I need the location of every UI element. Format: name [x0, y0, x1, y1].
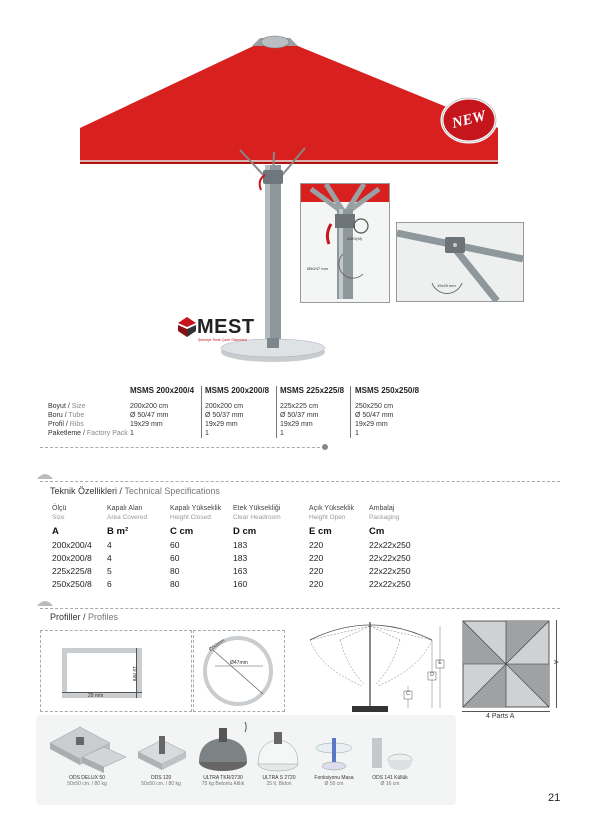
brand-logo — [178, 316, 268, 346]
brand-tagline: Şemsiye Tente Çadır Sistemleri — [198, 338, 247, 342]
base-table — [314, 738, 354, 774]
tech-col-code: D cm — [233, 526, 257, 537]
dimension-diagram — [300, 618, 460, 718]
umbrella-illustration — [60, 30, 520, 380]
model-header: MSMS 200x200/4 — [130, 386, 195, 395]
base-ods-120 — [134, 730, 190, 774]
detail-hub-photo: ASKI(M) Ø50/47 mm — [300, 183, 390, 303]
base-caption: ODS 141 Küllük Ø 16 cm — [372, 775, 408, 787]
table-row: 250x250/8 — [52, 579, 92, 589]
base-ashtray — [368, 736, 414, 774]
base-caption: ODS DELUX 50 50x50 cm. / 80 kg — [67, 775, 107, 787]
tech-col-code: A — [52, 526, 59, 537]
model-row-labels: Boyut / Size Boru / Tube Profil / Ribs Paketleme / Factory Pack — [48, 403, 128, 437]
base-caption: ODS 120 50x50 cm. / 80 kg — [141, 775, 181, 787]
tech-col-header: Açık Yükseklik Height Open — [309, 505, 354, 521]
table-row: 200x200/4 — [52, 540, 92, 550]
tech-col-code: C cm — [170, 526, 194, 537]
base-caption: ULTRA TKR/2730 75 kg Betonlu Altlık — [201, 775, 245, 787]
model-col: 225x225 cm Ø 50/37 mm 19x29 mm 1 — [280, 403, 319, 437]
model-header: MSMS 200x200/8 — [205, 386, 270, 395]
model-col: 250x250 cm Ø 50/47 mm 19x29 mm 1 — [355, 403, 394, 437]
tech-col-code: B m² — [107, 526, 129, 537]
new-badge: NEW — [440, 95, 498, 145]
base-caption: Fonksiyonu Masa Ø 50 cm — [314, 775, 354, 787]
base-caption: ULTRA S 2720 25 lt. Bidon — [262, 775, 296, 787]
profiles-title: Profiller / Profiles — [50, 612, 119, 622]
model-col: 200x200 cm Ø 50/47 mm 19x29 mm 1 — [130, 403, 169, 437]
model-header: MSMS 225x225/8 — [280, 386, 345, 395]
model-col: 200x200 cm Ø 50/37 mm 19x29 mm 1 — [205, 403, 244, 437]
tech-col-header: Kapalı Yükseklik Height Closed — [170, 505, 222, 521]
logo-mark-icon — [178, 317, 196, 337]
brand-name: MEST — [197, 316, 255, 338]
page-number: 21 — [548, 792, 561, 804]
rect-profile — [62, 648, 142, 698]
tech-col-header: Ölçü Size — [52, 505, 67, 521]
divider — [40, 447, 325, 448]
tech-col-header: Etek Yüksekliği Clear Headroom — [233, 505, 281, 521]
detail-rib-photo: 19x29 mm — [396, 222, 524, 302]
canopy-top-view — [462, 620, 550, 708]
tube-profile — [193, 630, 283, 710]
base-ultra-s — [256, 728, 300, 774]
tech-col-code: Cm — [369, 526, 385, 537]
table-row: 200x200/8 — [52, 553, 92, 563]
tech-col-header: Kapalı Alan Area Covered — [107, 505, 148, 521]
model-header: MSMS 250x250/8 — [355, 386, 420, 395]
base-ods-delux — [40, 715, 130, 775]
tech-col-header: Ambalaj Packaging — [369, 505, 400, 521]
tech-col-code: E cm — [309, 526, 332, 537]
table-row: 225x225/8 — [52, 566, 92, 576]
base-ultra-tkr — [195, 722, 251, 774]
canopy — [80, 42, 498, 160]
tech-title: Teknik Özellikleri / Technical Specifications — [50, 486, 220, 496]
